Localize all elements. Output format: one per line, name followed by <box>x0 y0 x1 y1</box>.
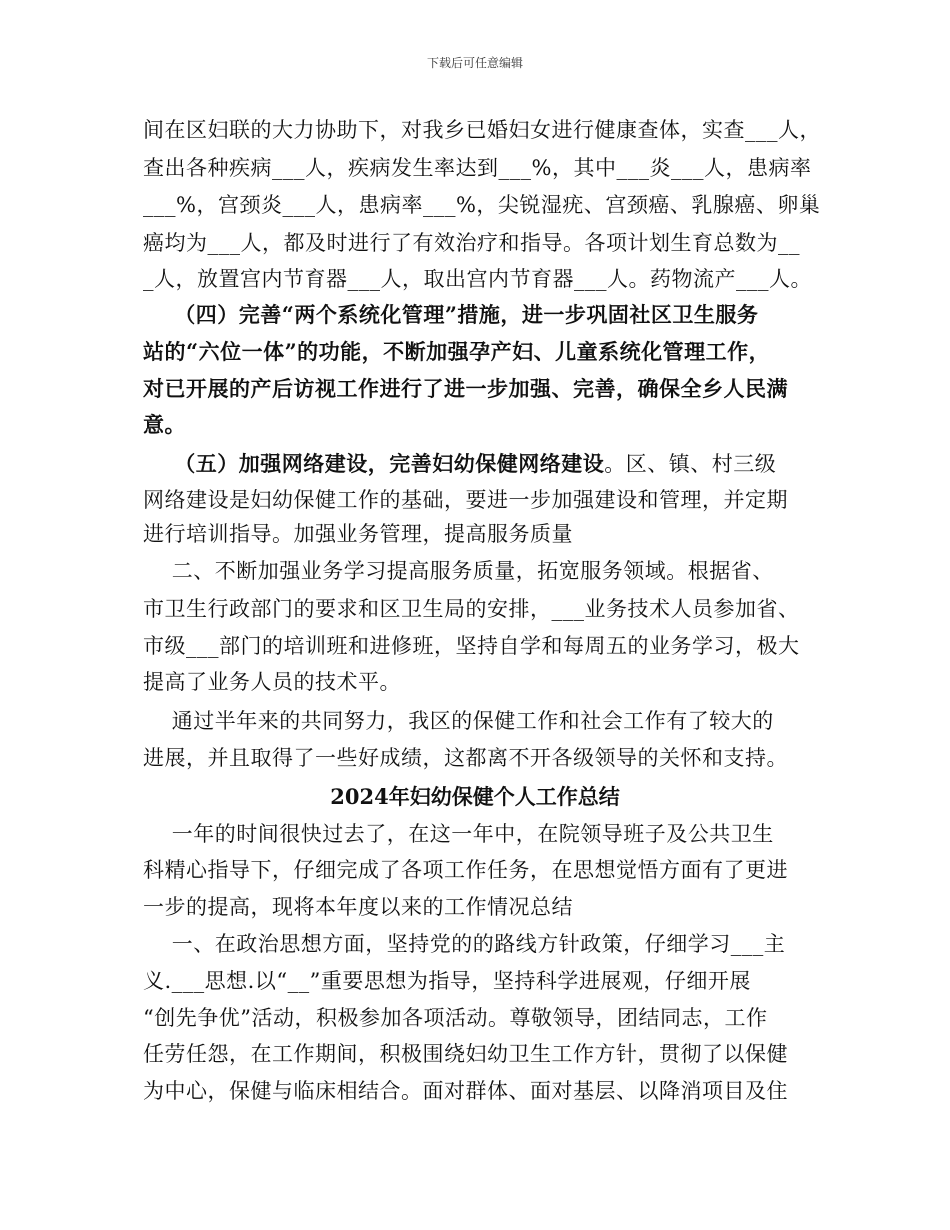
text-span: 间在区妇联的大力协助下，对我乡已婚妇女进行健康查体，实查___人， <box>143 118 821 142</box>
text-line <box>143 190 820 220</box>
text-span: 进展，并且取得了一些好成绩，这都离不开各级领导的关怀和支持。 <box>143 746 788 770</box>
text-span: 癌均为___人，都及时进行了有效治疗和指导。各项计划生育总数为__ <box>143 231 800 255</box>
text-line <box>143 706 774 736</box>
text-line <box>143 264 812 294</box>
text-line <box>143 228 800 258</box>
document-title: 2024年妇幼保健个人工作总结 <box>330 784 620 809</box>
text-line <box>143 594 800 624</box>
text-span: （四）完善“两个系统化管理”措施，进一步巩固社区卫生服务 <box>143 302 759 327</box>
page-header: 下载后可任意编辑 <box>426 56 523 70</box>
text-line <box>143 485 788 515</box>
text-line: 科精心指导下，仔细完成了各项工作任务，在思想觉悟方面有了更进 <box>143 858 788 882</box>
text-span: 通过半年来的共同努力，我区的保健工作和社会工作有了较大的 <box>143 709 774 733</box>
text-span: 市卫生行政部门的要求和区卫生局的安排，___业务技术人员参加省、 <box>143 597 800 621</box>
text-span: ___%，宫颈炎___人，患病率___%，尖锐湿疣、宫颈癌、乳腺癌、卵巢 <box>143 193 821 217</box>
text-line: 任劳任怨，在工作期间，积极围绕妇幼卫生工作方针，贯彻了以保健 <box>143 1042 788 1066</box>
text-line: 为中心，保健与临床相结合。面对群体、面对基层、以降消项目及住 <box>143 1079 788 1103</box>
text-span: _人，放置宫内节育器___人，取出宫内节育器___人。药物流产___人。 <box>143 267 812 291</box>
text-span: 市级___部门的培训班和进修班，坚持自学和每周五的业务学习，极大 <box>143 634 800 658</box>
text-line <box>143 374 788 404</box>
text-line <box>143 743 788 773</box>
text-span: 站的“六位一体”的功能，不断加强孕产妇、儿童系统化管理工作， <box>143 339 771 364</box>
text-span: 。区、镇、村三级 <box>604 452 777 476</box>
text-line <box>143 410 186 440</box>
text-line: 一步的提高，现将本年度以来的工作情况总结 <box>143 895 573 919</box>
text-span: （五）加强网络建设，完善妇幼保健网络建设 <box>143 451 605 476</box>
text-line <box>143 556 774 586</box>
text-span: 意。 <box>143 412 186 437</box>
text-line: 一、在政治思想方面，坚持党的的路线方针政策，仔细学习___主 <box>143 932 786 956</box>
text-span: 二、不断加强业务学习提高服务质量，拓宽服务领域。根据省、 <box>143 559 774 583</box>
text-line <box>143 337 770 367</box>
text-line <box>143 449 776 479</box>
text-line: “创先争优”活动，积极参加各项活动。尊敬领导，团结同志，工作 <box>143 1006 768 1030</box>
text-line <box>143 300 758 330</box>
text-span: 查出各种疾病___人，疾病发生率达到___%，其中___炎___人，患病率 <box>143 156 812 180</box>
text-span: 网络建设是妇幼保健工作的基础，要进一步加强建设和管理，并定期 <box>143 488 788 512</box>
text-line: 一年的时间很快过去了，在这一年中，在院领导班子及公共卫生 <box>143 822 774 846</box>
text-line <box>143 631 800 661</box>
text-line <box>143 667 401 697</box>
text-line <box>143 519 573 549</box>
text-line: 义.___思想.以“__”重要思想为指导，坚持科学进展观，仔细开展 <box>143 969 751 993</box>
text-span: 进行培训指导。加强业务管理，提高服务质量 <box>143 522 573 546</box>
text-span: 提高了业务人员的技术平。 <box>143 670 401 694</box>
text-span: 对已开展的产后访视工作进行了进一步加强、完善，确保全乡人民满 <box>143 376 788 401</box>
text-line <box>143 153 811 183</box>
text-line <box>143 115 821 145</box>
